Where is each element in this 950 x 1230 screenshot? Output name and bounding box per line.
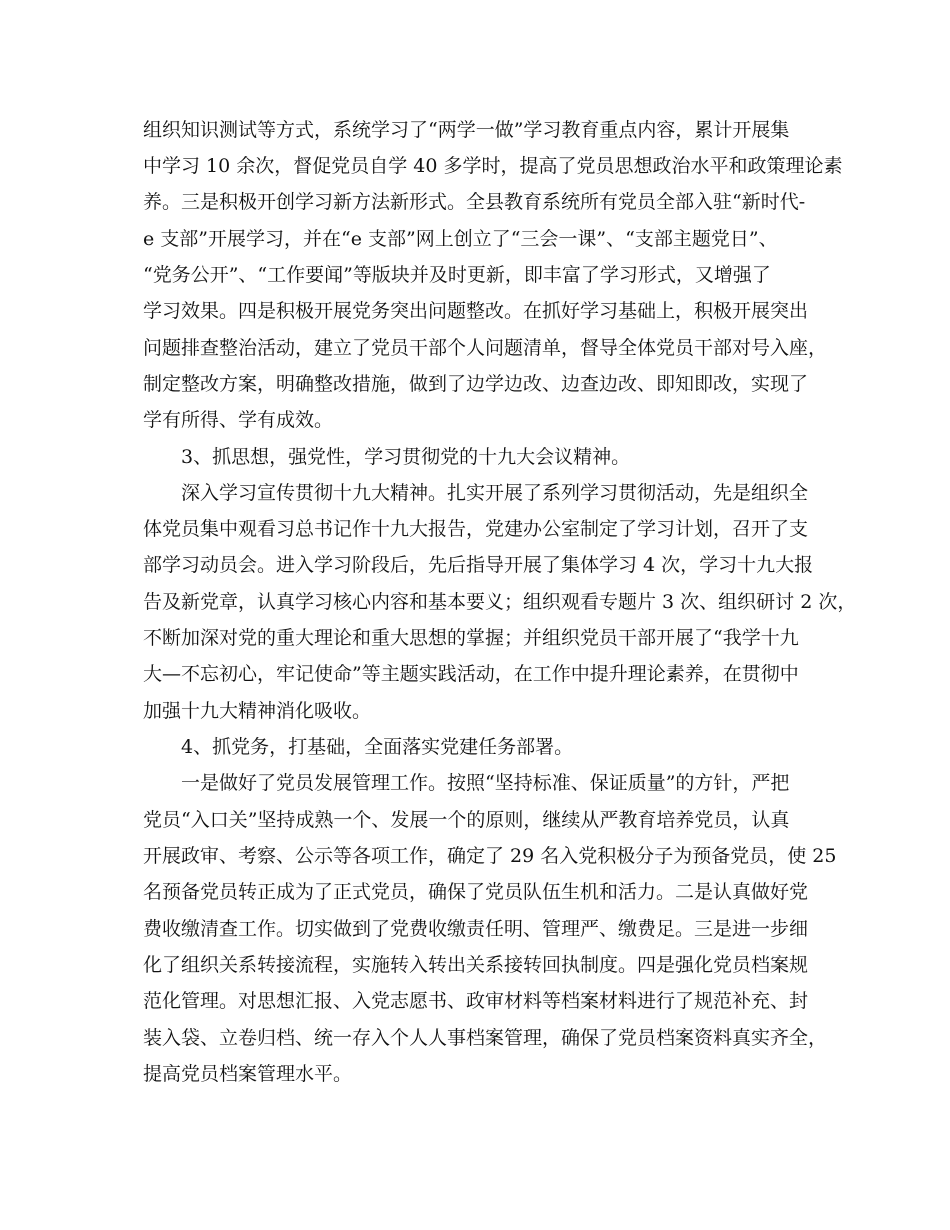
text-line: 开展政审、考察、公示等各项工作，确定了 29 名入党积极分子为预备党员，使 25 [143,845,837,867]
text-line: 养。三是积极开创学习新方法新形式。全县教育系统所有党员全部入驻“新时代- [143,191,806,213]
text-line: “党务公开”、“工作要闻”等版块并及时更新，即丰富了学习形式，又增强了 [143,264,771,286]
text-line: 制定整改方案，明确整改措施，做到了边学边改、边查边改、即知即改，实现了 [143,373,809,395]
text-line: 化了组织关系转接流程，实施转入转出关系接转回执制度。四是强化党员档案规 [143,954,809,976]
text-line: 装入袋、立卷归档、统一存入个人人事档案管理，确保了党员档案资料真实齐全， [143,1027,828,1049]
text-line: 体党员集中观看习总书记作十九大报告，党建办公室制定了学习计划，召开了支 [143,518,809,540]
text-line: 组织知识测试等方式，系统学习了“两学一做”学习教育重点内容，累计开展集 [143,119,790,141]
text-line: 范化管理。对思想汇报、入党志愿书、政审材料等档案材料进行了规范补充、封 [143,990,809,1012]
text-line: 告及新党章，认真学习核心内容和基本要义；组织观看专题片 3 次、组织研讨 2 次， [143,591,857,613]
text-line: 部学习动员会。进入学习阶段后，先后指导开展了集体学习 4 次，学习十九大报 [143,554,814,576]
text-line: 问题排查整治活动，建立了党员干部个人问题清单，督导全体党员干部对号入座， [143,337,828,359]
section-heading: 3、抓思想，强党性，学习贯彻党的十九大会议精神。 [181,446,631,468]
text-line: 学习效果。四是积极开展党务突出问题整改。在抓好学习基础上，积极开展突出 [143,300,809,322]
text-line: 加强十九大精神消化吸收。 [143,700,372,722]
text-line: 提高党员档案管理水平。 [143,1063,353,1085]
section-heading: 4、抓党务，打基础，全面落实党建任务部署。 [181,736,574,758]
text-line: 一是做好了党员发展管理工作。按照“坚持标准、保证质量”的方针，严把 [181,772,790,794]
text-line: 不断加深对党的重大理论和重大思想的掌握；并组织党员干部开展了“我学十九 [143,627,799,649]
text-line: 深入学习宣传贯彻十九大精神。扎实开展了系列学习贯彻活动，先是组织全 [181,482,809,504]
text-line: e 支部”开展学习，并在“e 支部”网上创立了“三会一课”、“支部主题党日”、 [143,228,778,250]
text-line: 大—不忘初心，牢记使命”等主题实践活动，在工作中提升理论素养，在贯彻中 [143,663,799,685]
text-line: 名预备党员转正成为了正式党员，确保了党员队伍生机和活力。二是认真做好党 [143,881,809,903]
text-line: 党员“入口关”坚持成熟一个、发展一个的原则，继续从严教育培养党员，认真 [143,809,790,831]
text-line: 费收缴清查工作。切实做到了党费收缴责任明、管理严、缴费足。三是进一步细 [143,918,809,940]
text-line: 中学习 10 余次，督促党员自学 40 多学时，提高了党员思想政治水平和政策理论素 [143,155,843,177]
text-line: 学有所得、学有成效。 [143,409,334,431]
